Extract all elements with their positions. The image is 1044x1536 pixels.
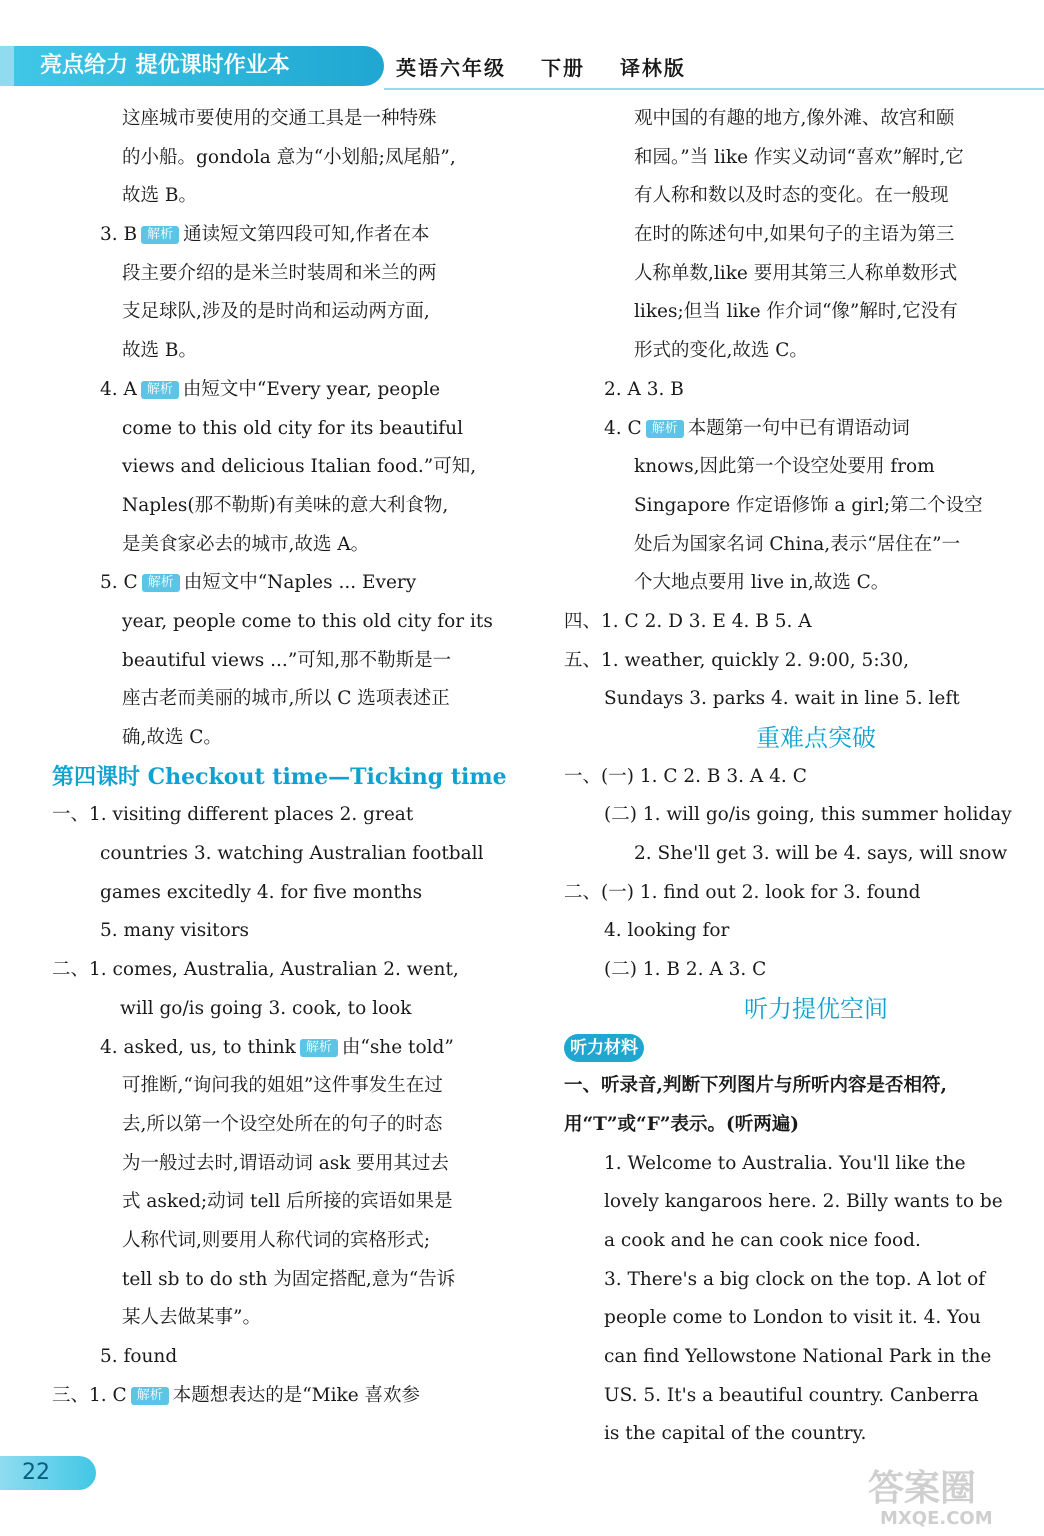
book-info: [396, 52, 712, 81]
page-number: 22: [0, 1456, 96, 1490]
text-line: 有人称和数以及时态的变化。在一般现: [634, 185, 949, 207]
text-line: Singapore 作定语修饰 a girl;第二个设空: [634, 494, 983, 516]
text-line: likes;但当 like 作介词“像”解时,它没有: [634, 301, 958, 323]
answer-line: [52, 1029, 522, 1068]
text-line: countries 3. watching Australian football: [100, 843, 484, 865]
text-line: 个大地点要用 live in,故选 C。: [634, 572, 890, 594]
text-line: 是美食家必去的城市,故选 A。: [122, 533, 370, 555]
series-banner: 亮点给力 提优课时作业本: [6, 46, 384, 86]
listening-tag: 听力材料: [564, 1034, 644, 1062]
answer-line: [52, 371, 522, 410]
text-line: can find Yellowstone National Park in the: [604, 1346, 992, 1367]
analysis-tag: 解析: [646, 420, 684, 438]
answer-text: 由短文中“Every year, people: [182, 378, 441, 400]
text-line: 五、1. weather, quickly 2. 9:00, 5:30,: [564, 649, 909, 671]
text-line: 故选 B。: [122, 185, 197, 207]
analysis-tag: 解析: [141, 226, 179, 244]
text-line: a cook and he can cook nice food.: [604, 1229, 921, 1251]
subject-label: 英语六年级: [396, 56, 506, 80]
text-line: tell sb to do sth 为固定搭配,意为“告诉: [122, 1268, 456, 1290]
analysis-tag: 解析: [142, 574, 180, 592]
text-line: 为一般过去时,谓语动词 ask 要用其过去: [122, 1152, 449, 1174]
text-line: 形式的变化,故选 C。: [634, 340, 808, 362]
answer-number: 3. B: [100, 224, 138, 246]
answer-number: 三、1. C: [52, 1384, 127, 1406]
answer-line: [52, 564, 522, 603]
text-line: 2. A 3. B: [604, 378, 684, 400]
question-instruction: 一、听录音,判断下列图片与所听内容是否相符,: [564, 1075, 947, 1097]
edition-label: 译林版: [619, 56, 686, 80]
text-line: people come to London to visit it. 4. You: [604, 1307, 981, 1329]
text-line: 确,故选 C。: [122, 727, 222, 748]
volume-label: 下册: [540, 56, 585, 80]
text-line: 段主要介绍的是米兰时装周和米兰的两: [122, 262, 437, 284]
text-line: (二) 1. will go/is going, this summer holiday: [604, 804, 1012, 826]
text-line: 处后为国家名词 China,表示“居住在”一: [634, 533, 961, 555]
watermark-bottom: MXQE.COM: [880, 1508, 993, 1528]
text-line: 3. There's a big clock on the top. A lot of: [604, 1268, 986, 1290]
text-line: 某人去做某事”。: [122, 1307, 261, 1329]
answer-number: 4. asked, us, to think: [100, 1036, 296, 1058]
header-rule: [384, 88, 1044, 90]
text-line: come to this old city for its beautiful: [122, 417, 463, 439]
text-line: 1. Welcome to Australia. You'll like the: [604, 1152, 966, 1174]
text-line: views and delicious Italian food.”可知,: [122, 456, 477, 478]
lesson-heading: 第四课时 Checkout time—Ticking time: [52, 763, 507, 790]
answer-text: 由“she told”: [341, 1036, 454, 1058]
text-line: 四、1. C 2. D 3. E 4. B 5. A: [564, 610, 812, 632]
text-line: 4. looking for: [604, 920, 730, 942]
text-line: 支足球队,涉及的是时尚和运动两方面,: [122, 301, 430, 323]
question-instruction: 用“T”或“F”表示。(听两遍): [564, 1113, 799, 1135]
text-line: Naples(那不勒斯)有美味的意大利食物,: [122, 494, 449, 516]
left-column: [52, 100, 522, 1415]
answer-line: [52, 216, 522, 255]
analysis-tag: 解析: [131, 1387, 169, 1405]
watermark-icon: [860, 1462, 1030, 1528]
text-line: 和园。”当 like 作实义动词“喜欢”解时,它: [634, 146, 964, 168]
text-line: 人称代词,则要用人称代词的宾格形式;: [122, 1229, 431, 1251]
text-line: 这座城市要使用的交通工具是一种特殊: [122, 108, 437, 129]
text-line: 一、(一) 1. C 2. B 3. A 4. C: [564, 765, 807, 787]
answer-line: [52, 1377, 522, 1416]
listening-tag-line: [564, 1029, 1028, 1068]
answer-text: 由短文中“Naples ... Every: [183, 572, 417, 594]
text-line: 观中国的有趣的地方,像外滩、故宫和颐: [634, 108, 955, 129]
text-line: 人称单数,like 要用其第三人称单数形式: [634, 262, 958, 284]
answer-number: 5. C: [100, 572, 138, 594]
text-line: 二、(一) 1. find out 2. look for 3. found: [564, 881, 921, 903]
text-line: lovely kangaroos here. 2. Billy wants to be: [604, 1191, 1003, 1213]
text-line: 一、1. visiting different places 2. great: [52, 804, 414, 826]
text-line: beautiful views ...”可知,那不勒斯是一: [122, 649, 452, 671]
text-line: is the capital of the country.: [604, 1423, 867, 1445]
text-line: knows,因此第一个设空处要用 from: [634, 456, 935, 478]
answer-line: [604, 410, 1028, 449]
text-line: 5. found: [100, 1346, 178, 1367]
text-line: year, people come to this old city for its: [122, 610, 493, 632]
text-line: 在时的陈述句中,如果句子的主语为第三: [634, 224, 955, 246]
text-line: games excitedly 4. for five months: [100, 881, 423, 903]
text-line: 的小船。gondola 意为“小划船;凤尾船”,: [122, 146, 456, 168]
section-heading: 重难点突破: [756, 724, 876, 752]
analysis-tag: 解析: [300, 1039, 338, 1057]
watermark-logo: [860, 1462, 1030, 1528]
text-line: will go/is going 3. cook, to look: [120, 997, 412, 1019]
text-line: US. 5. It's a beautiful country. Canberra: [604, 1384, 979, 1406]
text-line: 5. many visitors: [100, 920, 250, 942]
text-line: 座古老而美丽的城市,所以 C 选项表述正: [122, 688, 450, 710]
text-line: 故选 B。: [122, 340, 197, 362]
text-line: Sundays 3. parks 4. wait in line 5. left: [604, 688, 960, 710]
page-header: [0, 0, 1044, 95]
answer-number: 4. A: [100, 378, 137, 400]
text-line: 可推断,“询问我的姐姐”这件事发生在过: [122, 1075, 443, 1097]
watermark-top: 答案圈: [868, 1468, 977, 1509]
answer-number: 4. C: [604, 417, 642, 439]
text-line: 去,所以第一个设空处所在的句子的时态: [122, 1113, 443, 1135]
answer-text: 本题第一句中已有谓语动词: [687, 417, 910, 439]
answer-text: 本题想表达的是“Mike 喜欢参: [172, 1384, 421, 1406]
section-heading: 听力提优空间: [744, 994, 888, 1023]
right-column: [564, 100, 1028, 1454]
text-line: 2. She'll get 3. will be 4. says, will snow: [634, 843, 1008, 865]
analysis-tag: 解析: [141, 381, 179, 399]
text-line: (二) 1. B 2. A 3. C: [604, 959, 767, 981]
text-line: 式 asked;动词 tell 后所接的宾语如果是: [122, 1191, 453, 1213]
text-line: 二、1. comes, Australia, Australian 2. went,: [52, 959, 459, 981]
answer-text: 通读短文第四段可知,作者在本: [183, 224, 430, 246]
